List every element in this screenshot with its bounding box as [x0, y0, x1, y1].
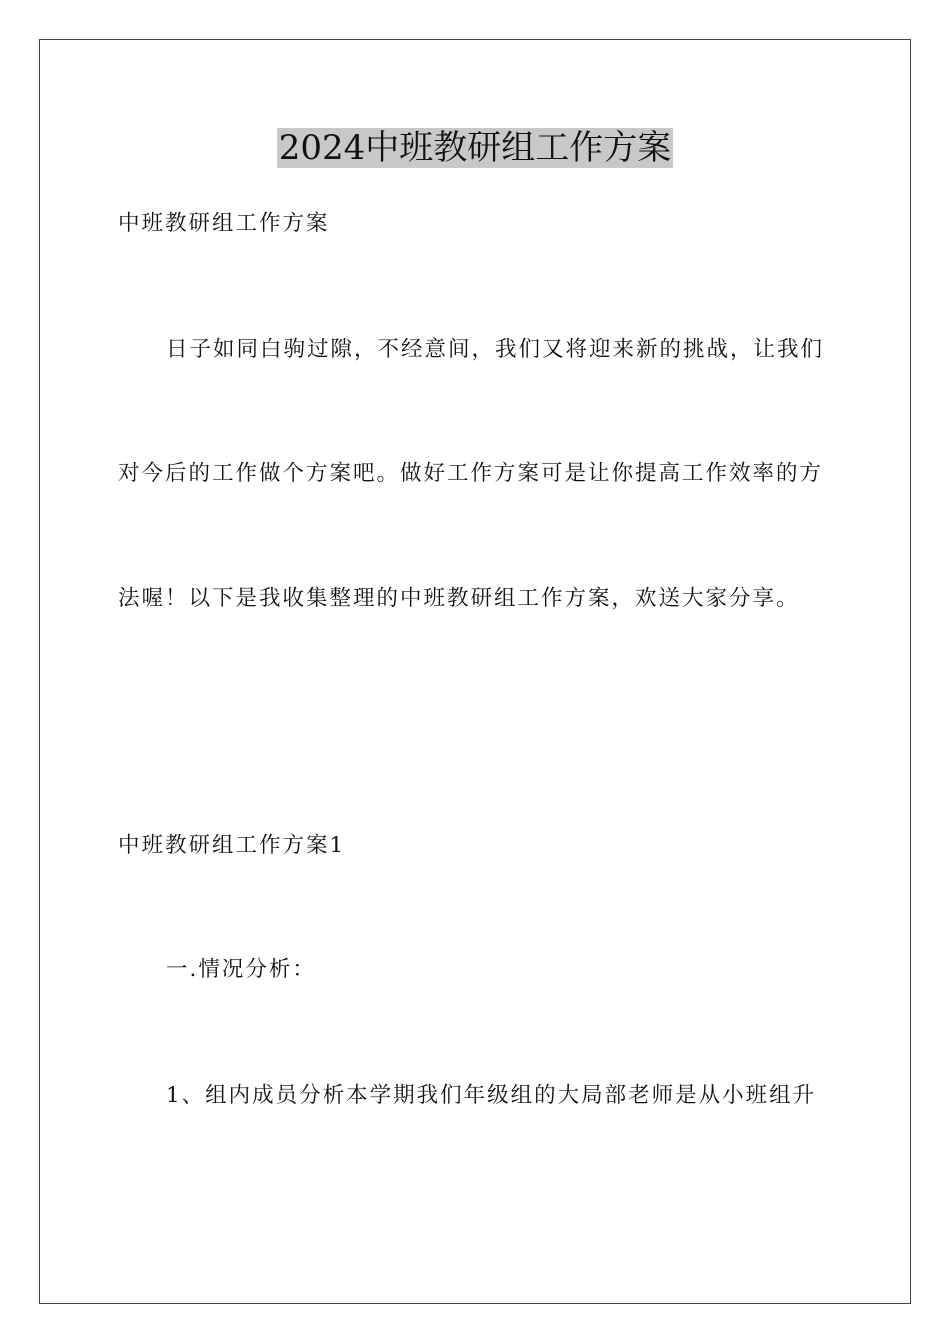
document-title — [0, 126, 950, 170]
subheading-situation-analysis: 一.情况分析： — [166, 957, 316, 982]
intro-line-3: 法喔！以下是我收集整理的中班教研组工作方案，欢送大家分享。 — [118, 586, 800, 611]
item-1-text: 1、组内成员分析本学期我们年级组的大局部老师是从小班组升 — [166, 1083, 817, 1108]
intro-line-2: 对今后的工作做个方案吧。做好工作方案可是让你提高工作效率的方 — [118, 461, 824, 486]
section-heading: 中班教研组工作方案1 — [118, 833, 346, 858]
intro-line-1: 日子如同白驹过隙，不经意间，我们又将迎来新的挑战，让我们 — [166, 337, 825, 362]
document-subtitle: 中班教研组工作方案 — [118, 211, 330, 236]
document-title-text: 2024中班教研组工作方案 — [278, 128, 672, 168]
